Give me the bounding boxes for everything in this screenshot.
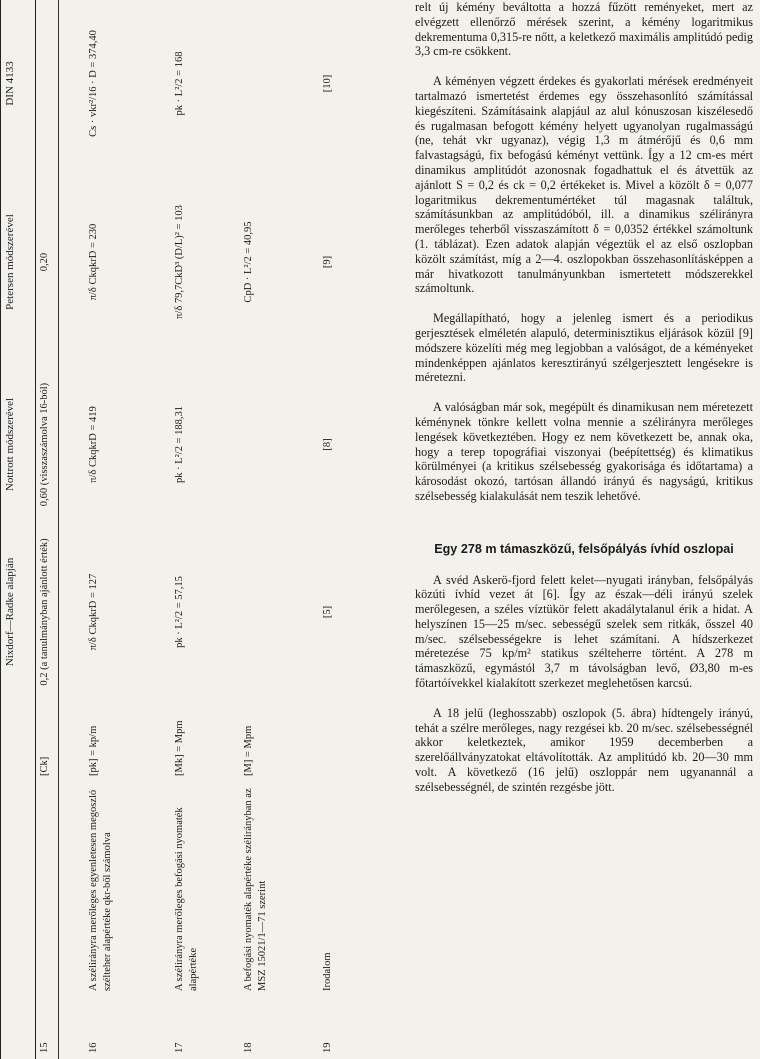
paragraph: A kéményen végzett érdekes és gyakorlati mérések eredményeit tartalmazó ismertetést érdemes egy összehasonlító számítással kiegészíteni. Számításaink alapjául az alul kónuszosan kiszélesedő és rugalmasan befogott kémény helyett ugyanolyan rugalmasságú (ne, tehát vkr ugyanaz), végig 1,3 m átmérőjű és 0,6 mm falvastagságú, fix befogású kéményt vettünk. Így a 12 cm-es mért dinamikus amplitúdót azonosnak fogadhattuk el és átvettük az ajánlott S = 0,2 és ck = 0,2 értékeket is. Mivel a közölt δ = 0,077 logaritmikus dekrementumértéket túl magasnak találtuk, számításunkban az amplitúdóból, ill. a dinamikus szélirányra merőleges teherből visszaszámított δ = 0,0352 értékkel számoltunk (1. táblázat). Ezen adatok alapján végeztük el az első oszlopban közölt számítást, míg a 2—4. oszlopokban összehasonlításképpen a már hivatkozott tanulmányunkban ismertetett módszerekkel számoltunk. [415,74,753,296]
table-header: Petersen módszerével [1,167,36,357]
formula-cell: Cs · vkr²/16 · D = 374,40 [88,30,99,137]
table-row [319,0,353,1059]
table-header [1,692,36,782]
table-row [171,0,240,1059]
formula-cell: π/δ CkqkrD = 230 [88,223,99,301]
table-cell: 0,60 (visszaszámolva 16-ból) [39,382,50,507]
paragraph: A svéd Askerö-fjord felett kelet—nyugati irányban, felsőpályás közúti ívhíd vezet át [6]. Így az észak—déli irányú szelek merőlegesen, a széles víztükör felett akadálytalanul érik a hidat. A helyszínen 15—25 m/sec. sebességű szelek sem ritkák, ősszel 40 m/sec. szélsebességekre is lehet számítani. A hídszerkezet méretezése 75 kp/m² statikus szélteherre történt. A 278 m támaszközű, egymástól 3,7 m távolságban levő, Ø3,80 m-es főtartóívekkel kialakított szerkezet meglehetősen karcsú. [415,572,753,691]
formula-cell [240,532,319,692]
reference-cell: [5] [322,605,333,619]
row-description: A szélirányra merőleges egyenletesen megoszló szélteher alapértéke qkr-ből számolva [88,789,114,991]
table-header: Nottrott módszerével [1,357,36,532]
row-description: Irodalom [322,952,333,991]
row-unit: [pk] = kp/m [88,725,99,776]
row-number: 18 [243,1042,254,1053]
reference-cell: [9] [322,255,333,269]
table-cell: 0,2 (a tanulmányban ajánlott érték) [39,538,50,686]
table-header: Nixdorf—Radke alapján [1,532,36,692]
table-cell [36,0,86,167]
table-header [1,782,36,997]
formula-cell: π/δ CkqkrD = 127 [88,573,99,651]
text-column [415,0,753,795]
paragraph: A valóságban már sok, megépült és dinamikusan nem méretezett kéménynek tönkre kellett volna mennie a szélirányra merőleges lengések következtében. Hogy ez nem következett be, annak oka, hogy a terep topográfiai viszonyai (beépítettség) és klimatikus körülményei (a kritikus szélsebesség gyakorisága és időtartama) a károsodást okozó, tartósan állandó irányú és nagyságú, kritikus szélsebesség kialakulását nem teszik lehetővé. [415,400,753,503]
table-header-row [1,0,36,1059]
row-number: 15 [39,1042,50,1053]
paragraph: relt új kémény beváltotta a hozzá fűzött reményeket, mert az elvégzett ellenőrző mérések szerint, a kémény logaritmikus dekrementuma 0,315-re nőtt, a keletkező maximális amplitúdó pedig 3,3 cm-re csökkent. [415,0,753,59]
row-unit: [Ck] [39,756,50,776]
row-unit [319,692,353,782]
row-number: 19 [322,1042,333,1053]
row-number: 17 [174,1042,185,1053]
row-description: A befogási nyomaték alapértéke szélirányban az MSZ 15021/1—71 szerint [243,788,269,991]
formula-cell: pk · L²/2 = 57,15 [174,576,185,648]
row-description [36,782,86,997]
row-unit: [M] = Mpm [243,725,254,776]
formula-cell: π/δ 79,7CkD³ (D/L)² = 103 [174,205,185,319]
paragraph: Megállapítható, hogy a jelenleg ismert és a periodikus gerjesztések elméletén alapuló, determinisztikus eljárások közül [9] módszere közelíti még meg legjobban a valóságot, de a kéményeket mindenképpen ajánlatos keresztirányú szélgerjesztett lengésekre is méretezni. [415,311,753,385]
formula-cell: pk · L²/2 = 188,31 [174,405,185,484]
reference-cell: [10] [322,74,333,93]
table-row [240,0,319,1059]
formula-cell [240,0,319,167]
comparison-table [0,0,353,1059]
formula-cell: CpD · L²/2 = 40,95 [243,221,254,303]
table-divider-line [58,0,59,1059]
table-header [1,997,36,1059]
table-row [36,0,86,1059]
paragraph: A 18 jelű (leghosszabb) oszlopok (5. ábra) hídtengely irányú, tehát a szélre merőleges, nagy rezgései kb. 20 m/sec. szélsebességnél akkor keletkeztek, amikor 1959 decemberben a szerelőállványzatokat eltávolították. Az amplitúdó kb. 20—30 mm volt. A következő (16 jelű) oszloppár nem ugyanannál a szélsebességnél, de szintén rezgésbe jött. [415,705,753,794]
table-header: DIN 4133 [1,0,36,167]
section-heading: Egy 278 m támaszközű, felsőpályás ívhíd oszlopai [434,541,734,556]
reference-cell: [8] [322,438,333,451]
formula-cell: π/δ CkqkrD = 419 [88,406,99,483]
row-unit: [Mk] = Mpm [174,720,185,776]
row-description: A szélirányra merőleges befogási nyomaték alapértéke [174,807,200,991]
row-number: 16 [88,1042,99,1053]
table-row [85,0,171,1059]
formula-cell [240,357,319,532]
formula-cell: pk · L²/2 = 168 [174,51,185,116]
table-cell: 0,20 [39,252,50,272]
